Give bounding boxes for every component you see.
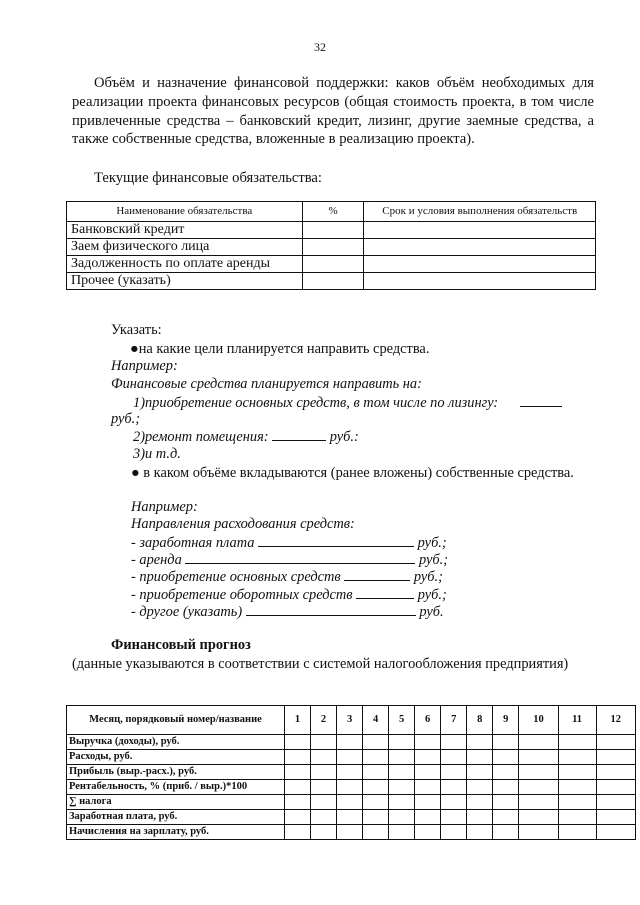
forecast-cell[interactable] [285,735,311,750]
forecast-cell[interactable] [363,810,389,825]
forecast-cell[interactable] [493,765,519,780]
percent-cell[interactable] [302,222,364,239]
intro-paragraph: Объём и назначение финансовой поддержки: каков объём необходимых для реализации проекта финансовых ресурсов (общая стоимость проекта, в том числе привлеченные средства – банковский кредит, лизинг, другие заемные средства, а также собственные средства, вложенные в реализацию проекта). [72,75,594,148]
direction-label: - приобретение оборотных средств [131,587,353,603]
forecast-cell[interactable] [596,810,635,825]
forecast-cell[interactable] [467,825,493,840]
amount-blank[interactable] [272,428,326,441]
forecast-row-label: Расходы, руб. [67,750,285,765]
direction-label: - заработная плата [131,535,255,551]
forecast-row-label: Выручка (доходы), руб. [67,735,285,750]
forecast-cell[interactable] [389,780,415,795]
forecast-cell[interactable] [311,750,337,765]
terms-cell[interactable] [364,222,596,239]
forecast-cell[interactable] [493,780,519,795]
example-label: Например: [111,358,178,374]
forecast-body [67,735,636,840]
table-row [67,795,636,810]
percent-cell[interactable] [302,273,364,290]
forecast-cell[interactable] [519,825,558,840]
table-row [67,735,636,750]
month-header: 2 [311,706,337,735]
forecast-cell[interactable] [558,825,596,840]
forecast-cell[interactable] [467,765,493,780]
forecast-cell[interactable] [363,825,389,840]
forecast-cell[interactable] [493,810,519,825]
month-header: 7 [441,706,467,735]
direction-item [131,568,443,586]
month-header-label: Месяц, порядковый номер/название [67,706,285,735]
forecast-cell[interactable] [311,735,337,750]
forecast-cell[interactable] [363,765,389,780]
forecast-cell[interactable] [389,795,415,810]
forecast-cell[interactable] [467,780,493,795]
forecast-cell[interactable] [285,795,311,810]
table-row [67,239,596,256]
forecast-cell[interactable] [441,765,467,780]
forecast-cell[interactable] [415,750,441,765]
item-repair-unit: руб.: [329,429,359,445]
forecast-cell[interactable] [337,795,363,810]
forecast-cell[interactable] [441,780,467,795]
obligation-name: Прочее (указать) [67,273,303,290]
forecast-cell[interactable] [467,750,493,765]
item-repair [133,428,359,446]
forecast-cell[interactable] [519,765,558,780]
forecast-cell[interactable] [519,780,558,795]
forecast-cell[interactable] [596,795,635,810]
direction-unit: руб.; [417,535,447,551]
item-etc: 3)и т.д. [133,446,181,462]
terms-header: Срок и условия выполнения обязательств [364,202,596,222]
forecast-cell[interactable] [493,795,519,810]
table-row [67,810,636,825]
forecast-cell[interactable] [311,825,337,840]
forecast-cell[interactable] [441,795,467,810]
direction-unit: руб. [419,604,444,620]
forecast-cell[interactable] [441,735,467,750]
forecast-row-label: Начисления на зарплату, руб. [67,825,285,840]
forecast-cell[interactable] [519,750,558,765]
forecast-cell[interactable] [441,825,467,840]
forecast-cell[interactable] [337,735,363,750]
percent-cell[interactable] [302,239,364,256]
obligations-table [66,201,596,290]
forecast-cell[interactable] [467,795,493,810]
direction-item [131,586,447,604]
forecast-row-label: ∑ налога [67,795,285,810]
forecast-cell[interactable] [441,750,467,765]
table-row [67,765,636,780]
month-header: 10 [519,706,558,735]
forecast-cell[interactable] [363,795,389,810]
forecast-cell[interactable] [596,780,635,795]
forecast-cell[interactable] [596,750,635,765]
amount-blank[interactable] [520,394,562,407]
direction-item [131,603,444,621]
forecast-cell[interactable] [311,780,337,795]
forecast-cell[interactable] [389,735,415,750]
forecast-cell[interactable] [415,765,441,780]
forecast-cell[interactable] [558,735,596,750]
forecast-cell[interactable] [441,810,467,825]
forecast-cell[interactable] [558,750,596,765]
month-header: 5 [389,706,415,735]
forecast-cell[interactable] [493,825,519,840]
item-fixed-assets-label: 1)приобретение основных средств, в том числе по лизингу: [133,395,499,411]
forecast-cell[interactable] [311,795,337,810]
forecast-cell[interactable] [311,765,337,780]
percent-header: % [302,202,364,222]
obligations-header-row [67,202,596,222]
amount-blank[interactable] [356,586,414,599]
direction-unit: руб.; [413,569,443,585]
direction-unit: руб.; [417,587,447,603]
forecast-cell[interactable] [285,780,311,795]
forecast-cell[interactable] [337,810,363,825]
forecast-cell[interactable] [389,825,415,840]
month-header: 9 [493,706,519,735]
forecast-cell[interactable] [311,810,337,825]
table-row [67,273,596,290]
forecast-cell[interactable] [415,810,441,825]
forecast-row-label: Заработная плата, руб. [67,810,285,825]
forecast-cell[interactable] [285,765,311,780]
forecast-cell[interactable] [558,810,596,825]
forecast-cell[interactable] [558,780,596,795]
forecast-cell[interactable] [389,765,415,780]
forecast-table [66,705,636,840]
obligation-name: Задолженность по оплате аренды [67,256,303,273]
forecast-cell[interactable] [337,750,363,765]
forecast-cell[interactable] [363,735,389,750]
forecast-cell[interactable] [337,825,363,840]
forecast-cell[interactable] [467,810,493,825]
forecast-note: (данные указываются в соответствии с системой налогообложения предприятия) [72,656,569,672]
forecast-cell[interactable] [519,795,558,810]
direction-label: - аренда [131,552,182,568]
fin-means-line: Финансовые средства планируется направить на: [111,376,422,392]
table-row [67,256,596,273]
forecast-cell[interactable] [285,810,311,825]
forecast-header-row [67,706,636,735]
month-header: 8 [467,706,493,735]
forecast-cell[interactable] [337,780,363,795]
forecast-cell[interactable] [389,750,415,765]
forecast-cell[interactable] [596,735,635,750]
page-number: 32 [314,40,326,54]
bullet-own-funds: ● в каком объёме вкладываются (ранее вложены) собственные средства. [131,465,574,481]
table-row [67,222,596,239]
month-header: 12 [596,706,635,735]
directions-label: Направления расходования средств: [131,516,355,532]
forecast-cell[interactable] [415,780,441,795]
forecast-cell[interactable] [363,780,389,795]
forecast-cell[interactable] [467,735,493,750]
month-header: 1 [285,706,311,735]
amount-blank[interactable] [344,568,410,581]
forecast-cell[interactable] [415,825,441,840]
month-header: 11 [558,706,596,735]
forecast-title: Финансовый прогноз [111,637,251,653]
terms-cell[interactable] [364,239,596,256]
amount-blank[interactable] [258,534,414,547]
forecast-cell[interactable] [363,750,389,765]
month-header: 4 [363,706,389,735]
forecast-cell[interactable] [389,810,415,825]
direction-label: - приобретение основных средств [131,569,341,585]
amount-blank[interactable] [246,603,416,616]
forecast-cell[interactable] [519,735,558,750]
item-fixed-assets [133,394,562,412]
forecast-cell[interactable] [415,735,441,750]
terms-cell[interactable] [364,273,596,290]
forecast-cell[interactable] [558,795,596,810]
month-header: 6 [415,706,441,735]
direction-item [131,534,447,552]
forecast-cell[interactable] [519,810,558,825]
forecast-cell[interactable] [415,795,441,810]
table-row [67,780,636,795]
amount-blank[interactable] [185,551,415,564]
forecast-cell[interactable] [285,825,311,840]
forecast-cell[interactable] [558,765,596,780]
forecast-cell[interactable] [337,765,363,780]
forecast-cell[interactable] [493,750,519,765]
direction-item [131,551,448,569]
table-row [67,750,636,765]
forecast-cell[interactable] [596,765,635,780]
obligation-name: Заем физического лица [67,239,303,256]
example-label-2: Например: [131,499,198,515]
specify-label: Указать: [111,322,162,338]
direction-unit: руб.; [419,552,449,568]
forecast-cell[interactable] [285,750,311,765]
forecast-row-label: Прибыль (выр.-расх.), руб. [67,765,285,780]
obligation-name-header: Наименование обязательства [67,202,303,222]
forecast-row-label: Рентабельность, % (приб. / выр.)*100 [67,780,285,795]
item-fixed-assets-unit: руб.; [111,411,141,427]
bullet-goals: ●на какие цели планируется направить средства. [130,341,430,357]
forecast-cell[interactable] [493,735,519,750]
month-header: 3 [337,706,363,735]
obligation-name: Банковский кредит [67,222,303,239]
direction-label: - другое (указать) [131,604,243,620]
table-row [67,825,636,840]
terms-cell[interactable] [364,256,596,273]
forecast-cell[interactable] [596,825,635,840]
percent-cell[interactable] [302,256,364,273]
item-repair-label: 2)ремонт помещения: [133,429,269,445]
current-obligations-heading: Текущие финансовые обязательства: [94,170,322,186]
